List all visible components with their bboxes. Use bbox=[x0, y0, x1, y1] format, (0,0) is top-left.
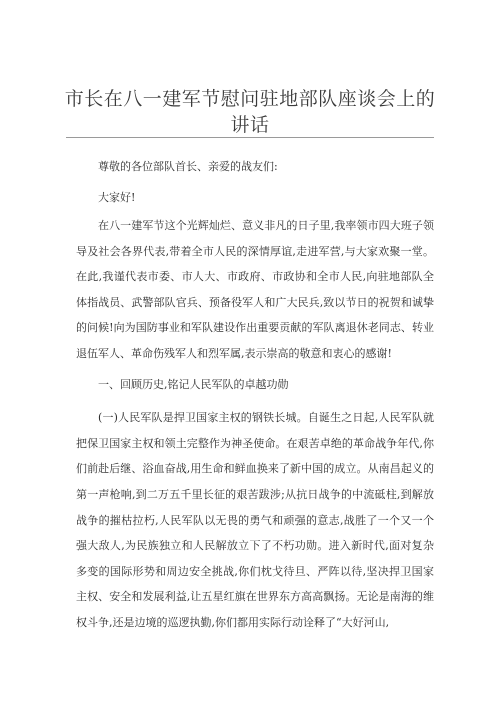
opening-paragraph: 在八一建军节这个光辉灿烂、意义非凡的日子里,我率领市四大班子领导及社会各界代表,带着全市人民的深情厚谊,走进军营,与大家欢聚一堂。在此,我谨代表市委、市人大、市政府、市政协和全市人民,向驻地部队全体指战员、武警部队官兵、预备役军人和广大民兵,致以节日的祝贺和诚挚的问候!向为国防事业和军队建设作出重要贡献的军队离退休老同志、转业退伍军人、革命伤残军人和烈军属,表示崇高的敬意和衷心的感谢! bbox=[76, 219, 434, 360]
section-heading: 一、回顾历史,铭记人民军队的卓越功勋 bbox=[98, 377, 289, 391]
salutation: 尊敬的各位部队首长、亲爱的战友们: bbox=[98, 160, 278, 173]
title-divider bbox=[66, 137, 434, 138]
document-body bbox=[76, 151, 434, 636]
document-title: 市长在八一建军节慰问驻地部队座谈会上的讲话 bbox=[64, 88, 436, 136]
section-paragraph: (一)人民军队是捍卫国家主权的钢铁长城。自诞生之日起,人民军队就把保卫国家主权和领土完整作为神圣使命。在艰苦卓绝的革命战争年代,你们前赴后继、浴血奋战,用生命和鲜血换来了新中国的成立。从南昌起义的第一声枪响,到二万五千里长征的艰苦跋涉;从抗日战争的中流砥柱,到解放战争的摧枯拉朽,人民军队以无畏的勇气和顽强的意志,战胜了一个又一个强大敌人,为民族独立和人民解放立下了不朽功勋。进入新时代,面对复杂多变的国际形势和周边安全挑战,你们枕戈待旦、严阵以待,坚决捍卫国家主权、安全和发展利益,让五星红旗在世界东方高高飘扬。无论是南海的维权斗争,还是边境的巡逻执勤,你们都用实际行动诠释了“大好河山, bbox=[76, 411, 434, 629]
greeting: 大家好! bbox=[98, 191, 136, 204]
